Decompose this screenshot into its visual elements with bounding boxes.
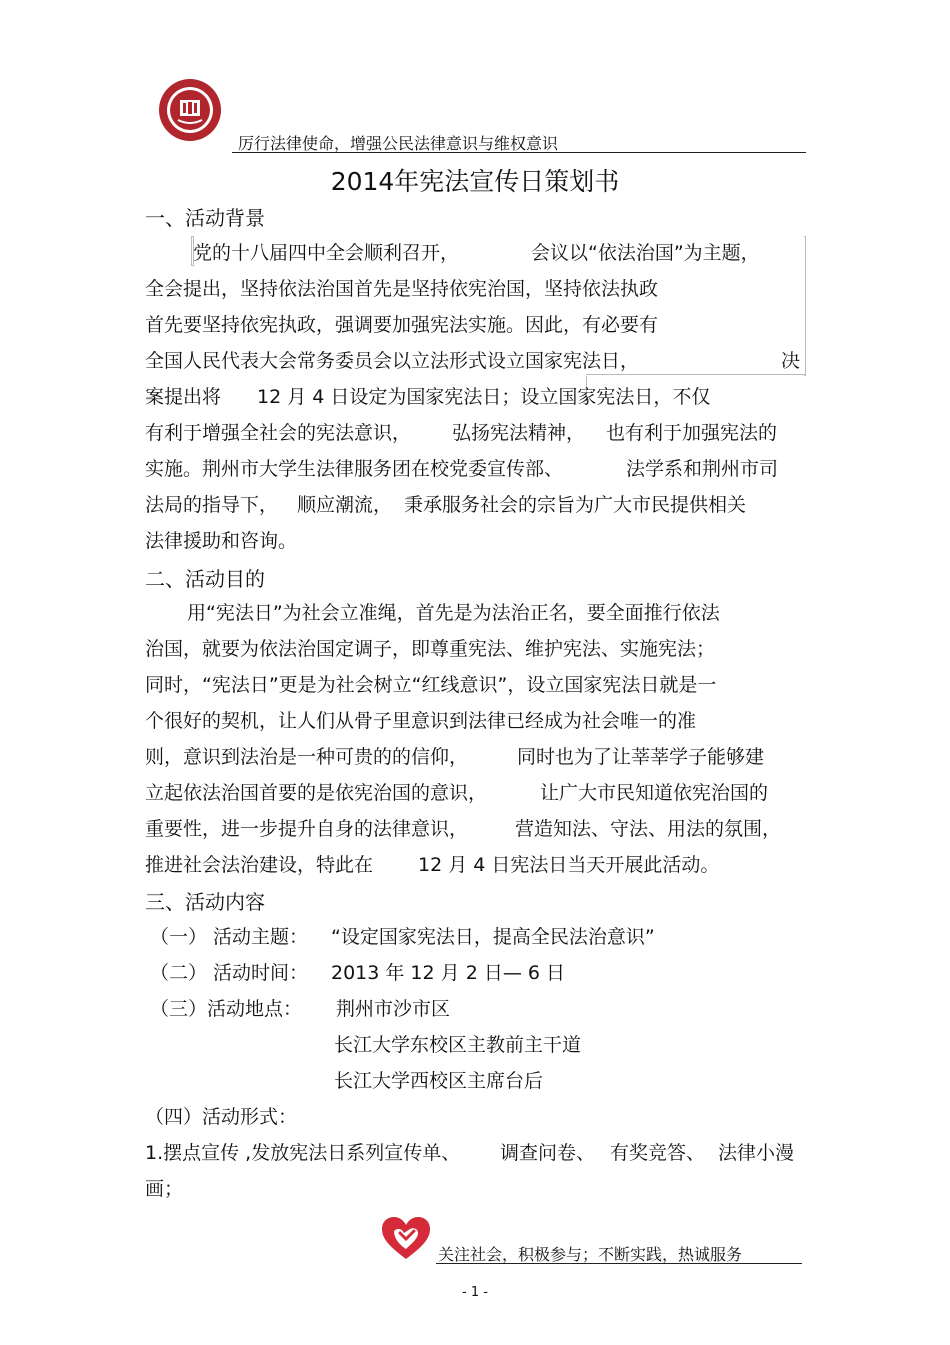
paragraph-line: 让广大市民知道依宪治国的 — [540, 782, 769, 804]
item-value: 长江大学东校区主教前主干道 — [334, 1034, 582, 1056]
item-label: （二） 活动时间： — [150, 962, 309, 984]
paragraph-line: 案提出将 — [145, 386, 222, 408]
item-label: （一） 活动主题： — [150, 926, 309, 948]
paragraph-line: 秉承服务社会的宗旨为广大市民提供相关 — [404, 494, 747, 516]
paragraph-line: 全会提出，坚持依法治国首先是坚持依宪治国，坚持依法执政 — [145, 278, 659, 300]
paragraph-line: 调查问卷、 — [500, 1142, 596, 1164]
paragraph-line: 法律小漫 — [718, 1142, 795, 1164]
paragraph-line: 1.摆点宣传 ,发放宪法日系列宣传单、 — [145, 1142, 461, 1164]
paragraph-line: 弘扬宪法精神， — [452, 422, 586, 444]
document-title: 2014年宪法宣传日策划书 — [330, 167, 620, 196]
section-heading-background: 一、活动背景 — [145, 206, 265, 230]
paragraph-line: 营造知法、守法、用法的氛围， — [515, 818, 782, 840]
paragraph-line: 立起依法治国首要的是依宪治国的意识， — [145, 782, 488, 804]
paragraph-line: 顺应潮流， — [297, 494, 393, 516]
header-divider — [232, 152, 806, 153]
paragraph-line: 也有利于加强宪法的 — [606, 422, 778, 444]
footer-underline — [436, 1263, 802, 1264]
paragraph-line: 法学系和荆州市司 — [626, 458, 779, 480]
paragraph-line: 有利于增强全社会的宪法意识， — [145, 422, 412, 444]
text-frame-right — [804, 236, 806, 376]
item-label: （四）活动形式： — [145, 1106, 298, 1128]
paragraph-line: 决 — [781, 350, 801, 372]
paragraph-line: 全国人民代表大会常务委员会以立法形式设立国家宪法日， — [145, 350, 640, 372]
paragraph-line: 12 月 4 日设定为国家宪法日；设立国家宪法日，不仅 — [257, 386, 711, 408]
paragraph-line: 则，意识到法治是一种可贵的的信仰， — [145, 746, 469, 768]
paragraph-line: 党的十八届四中全会顺利召开， — [193, 242, 460, 264]
paragraph-line: 同时也为了让莘莘学子能够建 — [517, 746, 765, 768]
item-value: 长江大学西校区主席台后 — [334, 1070, 544, 1092]
item-value: 荆州市沙市区 — [336, 998, 451, 1020]
paragraph-line: 推进社会法治建设，特此在 — [145, 854, 374, 876]
paragraph-line: 会议以“依法治国”为主题， — [531, 242, 760, 264]
paragraph-line: 个很好的契机，让人们从骨子里意识到法律已经成为社会唯一的准 — [145, 710, 697, 732]
page-number: - 1 - — [462, 1285, 488, 1300]
item-value: 2013 年 12 月 2 日— 6 日 — [331, 962, 565, 984]
paragraph-line: 有奖竞答、 — [610, 1142, 706, 1164]
paragraph-line: 实施。荆州市大学生法律服务团在校党委宣传部、 — [145, 458, 564, 480]
paragraph-line: 法局的指导下， — [145, 494, 279, 516]
paragraph-line: 画； — [145, 1178, 184, 1200]
section-heading-purpose: 二、活动目的 — [145, 567, 265, 591]
item-value: “设定国家宪法日，提高全民法治意识” — [331, 926, 655, 948]
paragraph-line: 12 月 4 日宪法日当天开展此活动。 — [418, 854, 720, 876]
header-motto: 厉行法律使命，增强公民法律意识与维权意识 — [238, 134, 559, 153]
item-label: （三）活动地点： — [150, 998, 303, 1020]
paragraph-line: 同时，“宪法日”更是为社会树立“红线意识”，设立国家宪法日就是一 — [145, 674, 717, 696]
paragraph-line: 首先要坚持依宪执政，强调要加强宪法实施。因此，有必要有 — [145, 314, 659, 336]
paragraph-line: 用“宪法日”为社会立准绳，首先是为法治正名，要全面推行依法 — [187, 602, 720, 624]
paragraph-line: 法律援助和咨询。 — [145, 530, 298, 552]
text-frame-bottom — [586, 374, 805, 375]
paragraph-line: 重要性，进一步提升自身的法律意识， — [145, 818, 469, 840]
section-heading-content: 三、活动内容 — [145, 890, 265, 914]
volunteer-heart-logo — [380, 1215, 432, 1261]
paragraph-line: 治国，就要为依法治国定调子，即尊重宪法、维护宪法、实施宪法； — [145, 638, 716, 660]
university-seal-logo — [158, 78, 222, 142]
footer-slogan: 关注社会，积极参与；不断实践，热诚服务 — [438, 1245, 743, 1264]
